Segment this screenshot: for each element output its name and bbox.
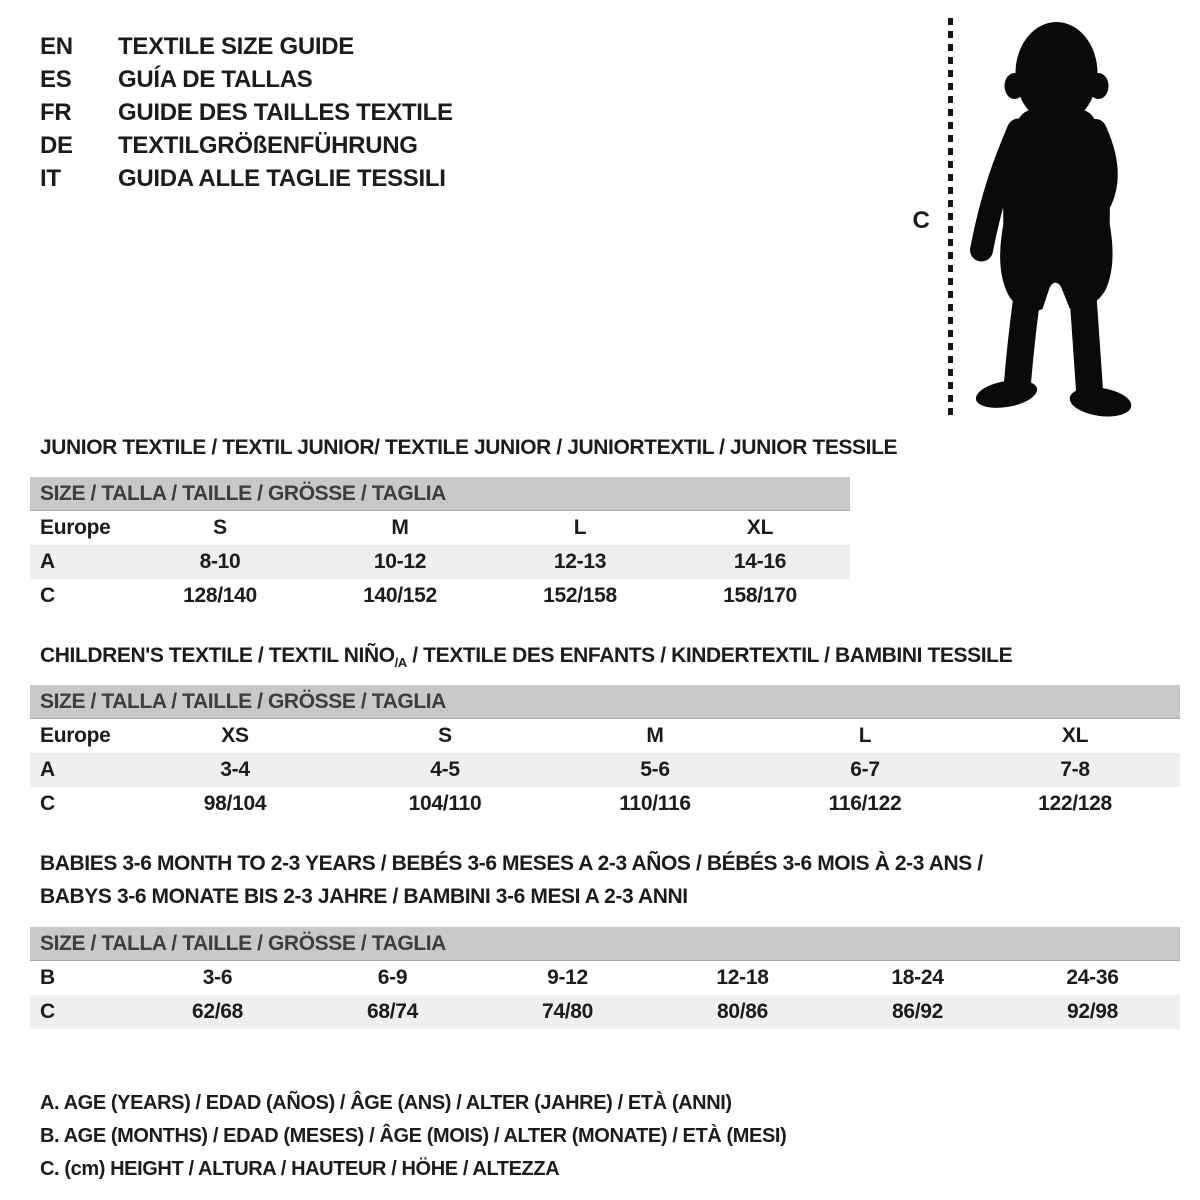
table-cell: 7-8 — [970, 753, 1180, 787]
language-code: FR — [40, 99, 72, 126]
table-cell: 86/92 — [830, 995, 1005, 1029]
language-title: GUIDE DES TAILLES TEXTILE — [118, 99, 453, 126]
language-row-es — [40, 63, 453, 96]
table-cell: XL — [746, 516, 774, 539]
language-code: ES — [40, 66, 72, 93]
babies-section-heading — [40, 847, 983, 913]
row-label: Europe — [40, 724, 111, 747]
table-cell: 158/170 — [723, 584, 797, 607]
table-cell: 80/86 — [655, 995, 830, 1029]
table-cell: S — [213, 516, 227, 539]
height-measure-label: C — [912, 207, 930, 234]
table-cell: M — [391, 516, 409, 539]
table-cell: 92/98 — [1005, 995, 1180, 1029]
table-cell: 9-12 — [547, 966, 588, 989]
table-cell: 74/80 — [480, 995, 655, 1029]
junior-size-table-header: SIZE / TALLA / TAILLE / GRÖSSE / TAGLIA — [30, 477, 850, 511]
table-cell: 12-18 — [716, 966, 769, 989]
legend-line-c: C. (cm) HEIGHT / ALTURA / HAUTEUR / HÖHE / ALTEZZA — [40, 1158, 560, 1180]
junior-size-table — [30, 477, 850, 613]
language-row-en — [40, 30, 453, 63]
children-heading-post: / TEXTILE DES ENFANTS / KINDERTEXTIL / BAMBINI TESSILE — [406, 644, 1013, 667]
junior-section-heading: JUNIOR TEXTILE / TEXTIL JUNIOR/ TEXTILE JUNIOR / JUNIORTEXTIL / JUNIOR TESSILE — [40, 436, 898, 459]
legend-line-b: B. AGE (MONTHS) / EDAD (MESES) / ÂGE (MOIS) / ALTER (MONATE) / ETÀ (MESI) — [40, 1125, 787, 1147]
table-cell: 12-13 — [490, 545, 670, 579]
measurement-legend — [40, 1087, 786, 1186]
table-cell: 3-6 — [202, 966, 233, 989]
table-cell: XS — [221, 724, 249, 747]
table-cell: 6-7 — [760, 753, 970, 787]
babies-heading-line2: BABYS 3-6 MONATE BIS 2-3 JAHRE / BAMBINI 3-6 MESI A 2-3 ANNI — [40, 885, 688, 908]
table-cell: 5-6 — [550, 753, 760, 787]
table-cell: 6-9 — [377, 966, 408, 989]
language-title: GUIDA ALLE TAGLIE TESSILI — [118, 165, 446, 192]
language-row-de — [40, 129, 453, 162]
legend-line-a: A. AGE (YEARS) / EDAD (AÑOS) / ÂGE (ANS) / ALTER (JAHRE) / ETÀ (ANNI) — [40, 1092, 732, 1114]
table-cell: 4-5 — [340, 753, 550, 787]
table-row-height — [30, 787, 1180, 821]
height-dashed-line — [948, 18, 953, 418]
table-cell: 140/152 — [363, 584, 437, 607]
table-cell: 116/122 — [828, 792, 902, 815]
babies-size-table-header: SIZE / TALLA / TAILLE / GRÖSSE / TAGLIA — [30, 927, 1180, 961]
table-cell: 14-16 — [670, 545, 850, 579]
row-label: A — [30, 545, 130, 579]
table-row-height — [30, 995, 1180, 1029]
table-row-age — [30, 753, 1180, 787]
language-row-fr — [40, 96, 453, 129]
row-label: A — [30, 753, 130, 787]
table-cell: L — [858, 724, 872, 747]
row-label: C — [40, 792, 55, 815]
table-cell: 98/104 — [203, 792, 267, 815]
language-title: TEXTILGRÖßENFÜHRUNG — [118, 132, 418, 159]
table-cell: 110/116 — [619, 792, 691, 815]
children-heading-pre: CHILDREN'S TEXTILE / TEXTIL NIÑO — [40, 644, 395, 667]
table-cell: L — [573, 516, 587, 539]
table-cell: 104/110 — [408, 792, 482, 815]
table-cell: 3-4 — [130, 753, 340, 787]
children-heading-sub: /A — [394, 655, 407, 670]
language-title: GUÍA DE TALLAS — [118, 66, 313, 93]
table-cell: 128/140 — [183, 584, 257, 607]
table-row-age-months — [30, 961, 1180, 995]
table-row-europe — [30, 719, 1180, 753]
language-code: DE — [40, 132, 73, 159]
table-cell: XL — [1061, 724, 1089, 747]
children-size-table-header: SIZE / TALLA / TAILLE / GRÖSSE / TAGLIA — [30, 685, 1180, 719]
table-cell: 10-12 — [310, 545, 490, 579]
table-cell: 24-36 — [1066, 966, 1119, 989]
row-label: C — [30, 995, 130, 1029]
table-cell: 152/158 — [543, 584, 617, 607]
table-row-height — [30, 579, 850, 613]
toddler-silhouette-icon — [963, 18, 1141, 418]
row-label: C — [40, 584, 55, 607]
children-section-heading — [40, 644, 1012, 670]
table-cell: 68/74 — [305, 995, 480, 1029]
row-label: Europe — [40, 516, 111, 539]
table-row-europe — [30, 511, 850, 545]
language-code: EN — [40, 33, 73, 60]
language-code: IT — [40, 165, 61, 192]
table-cell: 62/68 — [130, 995, 305, 1029]
language-row-it — [40, 162, 453, 195]
table-cell: 8-10 — [130, 545, 310, 579]
babies-heading-line1: BABIES 3-6 MONTH TO 2-3 YEARS / BEBÉS 3-6 MESES A 2-3 AÑOS / BÉBÉS 3-6 MOIS À 2-3 ANS / — [40, 852, 983, 875]
table-cell: 18-24 — [891, 966, 944, 989]
table-cell: M — [646, 724, 664, 747]
language-title: TEXTILE SIZE GUIDE — [118, 33, 354, 60]
table-cell: S — [438, 724, 452, 747]
language-title-list — [40, 30, 453, 195]
babies-size-table — [30, 927, 1180, 1029]
children-size-table — [30, 685, 1180, 821]
table-row-age — [30, 545, 850, 579]
table-cell: 122/128 — [1038, 792, 1112, 815]
row-label: B — [40, 966, 55, 989]
